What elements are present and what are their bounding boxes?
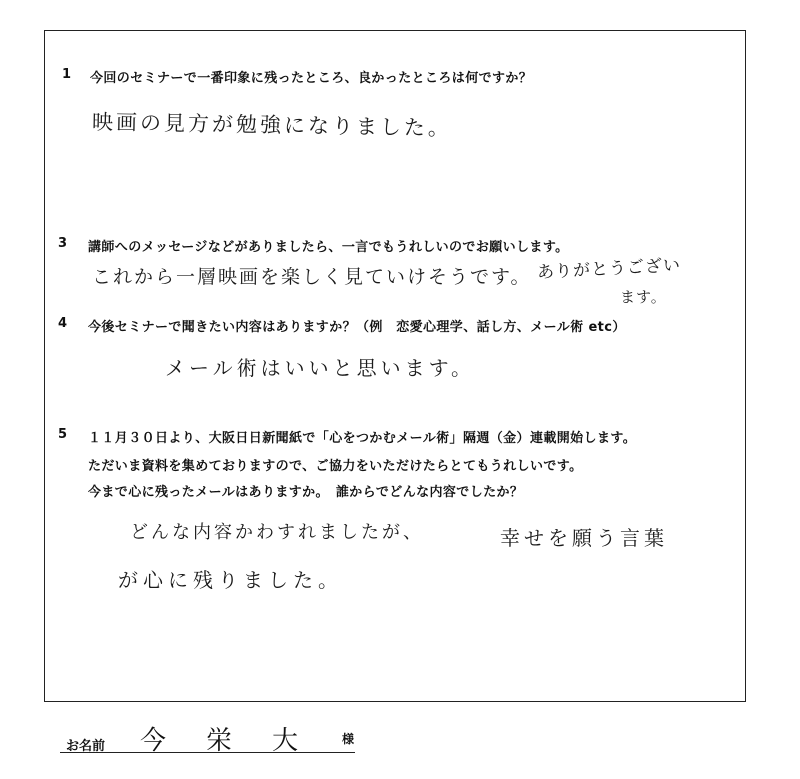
answer-1-handwriting: 映画の見方が勉強になりました。 <box>91 110 453 141</box>
answer-5-handwriting-line2: が心に残りました。 <box>118 568 343 592</box>
question-5-number: 5 <box>58 427 68 442</box>
question-5-text-line2: ただいま資料を集めておりますので、ご協力をいただけたらとてもうれしいです。 <box>88 459 583 474</box>
answer-3-handwriting: これから一層映画を楽しく見ていけそうです。 <box>92 266 532 288</box>
question-5-text-line3: 今まで心に残ったメールはありますか。 誰からでどんな内容でしたか？ <box>88 485 524 500</box>
name-label: お名前 <box>66 739 106 754</box>
question-4-number: 4 <box>58 316 68 331</box>
answer-5-handwriting-line1: どんな内容かわすれましたが、 <box>130 522 424 543</box>
question-1-number: 1 <box>62 67 72 82</box>
answer-4-handwriting: メール術はいいと思います。 <box>165 356 475 380</box>
question-5-text-line1: １１月３０日より、大阪日日新聞紙で「心をつかむメール術」隔週（金）連載開始します。 <box>88 431 637 446</box>
answer-5-handwriting-line1b: 幸せを願う言葉 <box>500 526 668 550</box>
answer-3-note-line2: ます。 <box>620 288 667 306</box>
handwritten-signature: 今栄大 <box>140 726 339 756</box>
question-3-text: 講師へのメッセージなどがありましたら、一言でもうれしいのでお願いします。 <box>88 240 569 255</box>
answer-3-note-line1: ありがとうござい <box>536 255 682 283</box>
question-4-text: 今後セミナーで聞きたい内容はありますか？（例 恋愛心理学、話し方、メール術 etc） <box>88 320 626 335</box>
honorific-label: 様 <box>342 732 355 746</box>
question-3-number: 3 <box>58 236 68 251</box>
name-underline <box>60 752 355 753</box>
question-1-text: 今回のセミナーで一番印象に残ったところ、良かったところは何ですか？ <box>90 71 533 86</box>
